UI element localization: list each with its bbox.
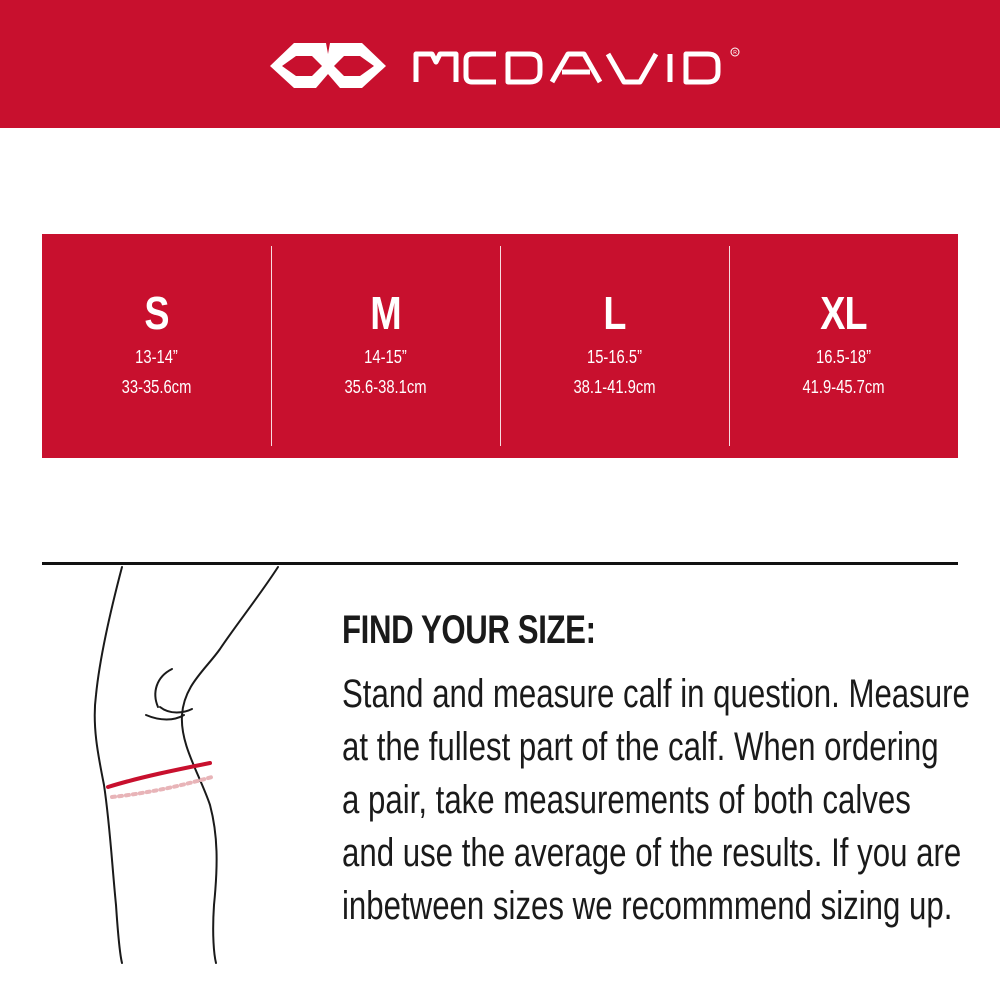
- size-centimeters: 33-35.6cm: [121, 377, 192, 397]
- size-inches: 13-14”: [135, 347, 178, 367]
- size-label: M: [370, 287, 401, 339]
- instruction-line: a pair, take measurements of both calves: [342, 778, 911, 822]
- find-your-size-title: FIND YOUR SIZE:: [342, 608, 596, 652]
- size-column-s: [42, 234, 271, 458]
- size-centimeters: 41.9-45.7cm: [802, 377, 885, 397]
- size-inches: 14-15”: [364, 347, 407, 367]
- size-inches: 15-16.5”: [587, 347, 642, 367]
- size-inches: 16.5-18”: [816, 347, 871, 367]
- leg-measuring-tape-icon: [60, 565, 300, 965]
- size-column-l: [500, 234, 729, 458]
- measuring-instructions: [342, 668, 970, 933]
- svg-text:R: R: [733, 50, 737, 57]
- size-label: L: [603, 287, 626, 339]
- mcdavid-logo: [268, 40, 748, 90]
- size-chart: [42, 234, 958, 458]
- size-centimeters: 35.6-38.1cm: [344, 377, 427, 397]
- instruction-line: and use the average of the results. If you are: [342, 831, 962, 875]
- instruction-line: Stand and measure calf in question. Measure: [342, 672, 970, 716]
- instruction-line: inbetween sizes we recommmend sizing up.: [342, 884, 953, 928]
- size-column-m: [271, 234, 500, 458]
- size-column-xl: [729, 234, 958, 458]
- brand-header: [0, 0, 1000, 128]
- size-centimeters: 38.1-41.9cm: [573, 377, 656, 397]
- size-label: XL: [820, 287, 867, 339]
- size-label: S: [144, 287, 169, 339]
- instruction-line: at the fullest part of the calf. When ordering: [342, 725, 939, 769]
